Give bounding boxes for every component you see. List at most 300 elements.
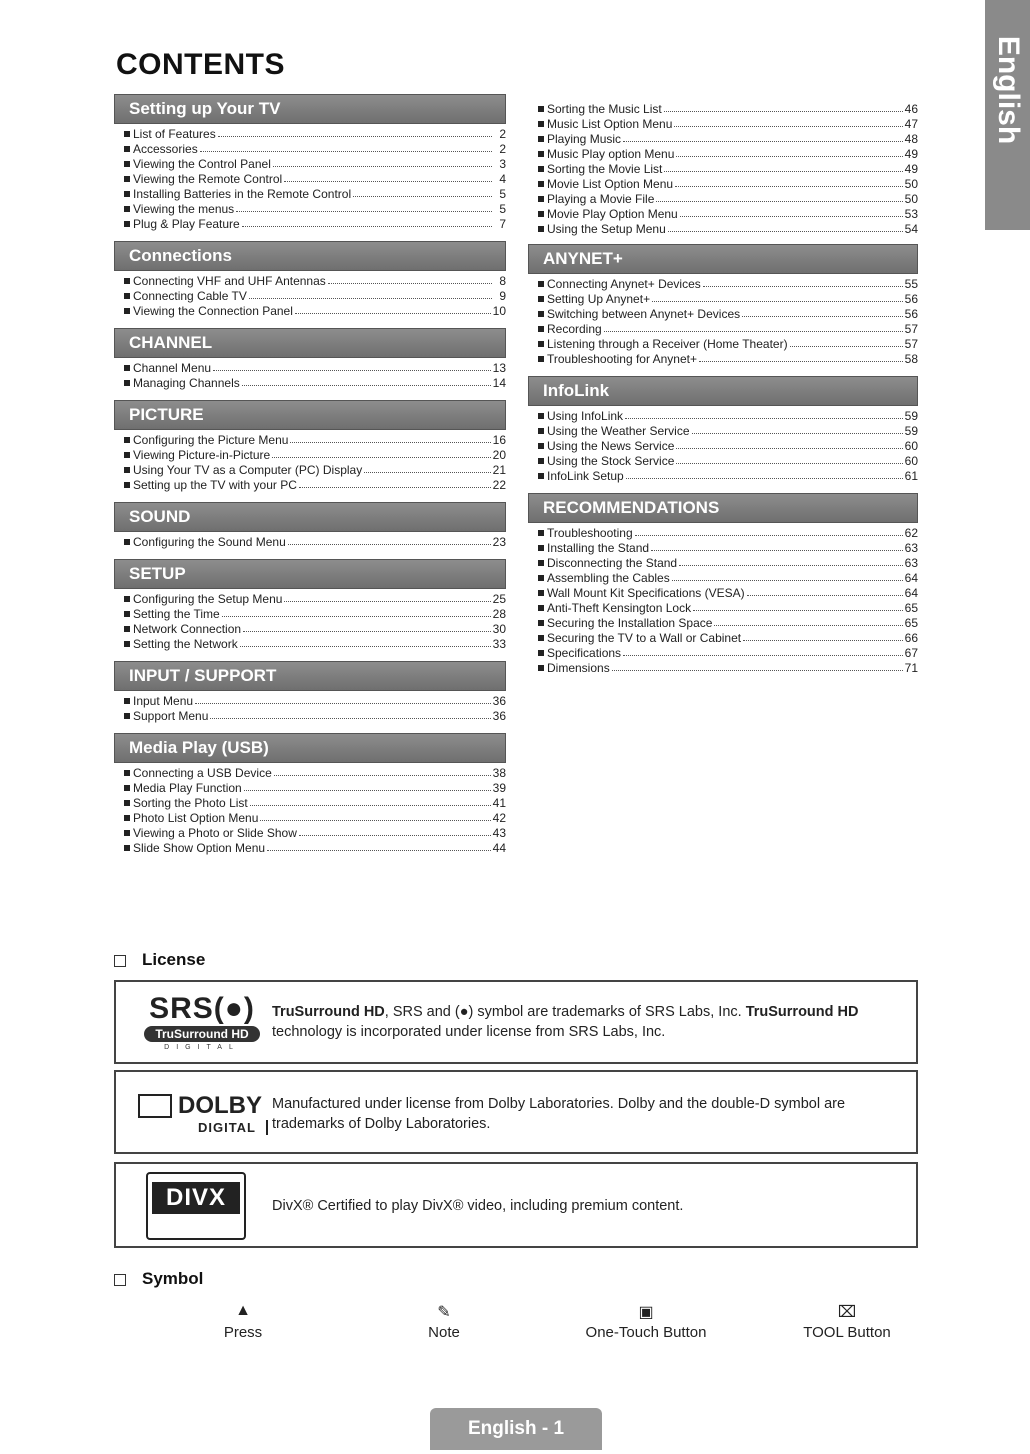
bullet-icon xyxy=(124,380,130,386)
toc-item[interactable] xyxy=(538,615,918,630)
bullet-icon xyxy=(124,437,130,443)
toc-item[interactable] xyxy=(538,116,918,131)
bullet-icon xyxy=(124,845,130,851)
toc-item-label: Network Connection xyxy=(133,622,242,636)
toc-item[interactable] xyxy=(538,206,918,221)
toc-item-page: 10 xyxy=(492,304,506,318)
bullet-icon xyxy=(124,146,130,152)
bullet-icon xyxy=(538,620,544,626)
toc-item-page: 36 xyxy=(492,694,506,708)
dot-leader xyxy=(284,181,492,182)
dot-leader xyxy=(273,166,492,167)
toc-item[interactable] xyxy=(538,423,918,438)
toc-item[interactable] xyxy=(124,273,506,288)
toc-item-label: InfoLink Setup xyxy=(547,469,624,483)
dot-leader xyxy=(790,346,903,347)
bullet-icon xyxy=(124,176,130,182)
toc-item[interactable] xyxy=(124,534,506,549)
toc-item-label: Sorting the Photo List xyxy=(133,796,248,810)
toc-item[interactable] xyxy=(124,126,506,141)
toc-item-page: 16 xyxy=(492,433,506,447)
bullet-icon xyxy=(124,482,130,488)
toc-item-label: Anti-Theft Kensington Lock xyxy=(547,601,692,615)
toc-item[interactable] xyxy=(124,591,506,606)
symbol-heading xyxy=(114,1269,203,1289)
toc-item[interactable] xyxy=(124,840,506,855)
toc-item[interactable] xyxy=(124,462,506,477)
page-footer: English - 1 xyxy=(430,1408,602,1450)
toc-item-page: 41 xyxy=(492,796,506,810)
toc-item[interactable] xyxy=(124,216,506,231)
toc-item-label: Movie Play Option Menu xyxy=(547,207,678,221)
dot-leader xyxy=(364,472,490,473)
bullet-icon xyxy=(124,293,130,299)
section-heading: PICTURE xyxy=(114,400,506,430)
bullet-icon xyxy=(538,181,544,187)
bullet-icon xyxy=(538,605,544,611)
toc-item-label: Music Play option Menu xyxy=(547,147,675,161)
bullet-icon xyxy=(538,166,544,172)
toc-item-page: 71 xyxy=(904,661,918,675)
bullet-icon xyxy=(124,800,130,806)
toc-item-label: Using the Setup Menu xyxy=(547,222,666,236)
toc-item-page: 61 xyxy=(904,469,918,483)
toc-item-page: 56 xyxy=(904,292,918,306)
bullet-icon xyxy=(124,131,130,137)
toc-item-list xyxy=(114,763,506,855)
toc-item[interactable] xyxy=(538,336,918,351)
bullet-icon xyxy=(124,467,130,473)
dot-leader xyxy=(668,231,903,232)
dot-leader xyxy=(244,790,491,791)
toc-item[interactable] xyxy=(124,141,506,156)
dot-leader xyxy=(290,442,490,443)
toc-item[interactable] xyxy=(538,468,918,483)
symbol-tool xyxy=(767,1302,927,1341)
dot-leader xyxy=(222,616,491,617)
toc-item[interactable] xyxy=(124,606,506,621)
symbol-tool-label: TOOL Button xyxy=(803,1324,891,1341)
dot-leader xyxy=(714,625,902,626)
bullet-icon xyxy=(124,626,130,632)
toc-item-label: Sorting the Movie List xyxy=(547,162,663,176)
tool-icon: ⌧ xyxy=(837,1304,857,1321)
toc-item-page: 56 xyxy=(904,307,918,321)
bullet-icon xyxy=(124,452,130,458)
srs-logo-digital: DIGITAL xyxy=(164,1044,240,1051)
dot-leader xyxy=(218,136,492,137)
toc-item-list xyxy=(114,589,506,651)
toc-item-label: Disconnecting the Stand xyxy=(547,556,678,570)
toc-item-label: Slide Show Option Menu xyxy=(133,841,266,855)
toc-item[interactable] xyxy=(538,131,918,146)
dot-leader xyxy=(288,544,491,545)
toc-item[interactable] xyxy=(538,585,918,600)
dot-leader xyxy=(295,313,491,314)
toc-item-page: 3 xyxy=(499,157,506,171)
toc-item[interactable] xyxy=(538,453,918,468)
toc-item-page: 2 xyxy=(499,127,506,141)
toc-item[interactable] xyxy=(124,477,506,492)
section-heading: Setting up Your TV xyxy=(114,94,506,124)
toc-item-label: Installing Batteries in the Remote Control xyxy=(133,187,352,201)
srs-bold-2: TruSurround HD xyxy=(745,1004,859,1020)
toc-item[interactable] xyxy=(538,161,918,176)
toc-item-page: 39 xyxy=(492,781,506,795)
toc-item[interactable] xyxy=(124,288,506,303)
toc-item-page: 22 xyxy=(492,478,506,492)
toc-section-media-play-usb xyxy=(114,733,506,855)
toc-item-label: Securing the TV to a Wall or Cabinet xyxy=(547,631,742,645)
toc-item-label: Music List Option Menu xyxy=(547,117,673,131)
toc-item-page: 67 xyxy=(904,646,918,660)
toc-item-label: Assembling the Cables xyxy=(547,571,670,585)
toc-item-page: 20 xyxy=(492,448,506,462)
dolby-license-text: Manufactured under license from Dolby Laboratories. Dolby and the double-D symbol are trademarks of Dolby Laboratories. xyxy=(272,1096,846,1132)
toc-item-page: 4 xyxy=(499,172,506,186)
dolby-logo-text: DOLBY xyxy=(178,1092,262,1119)
toc-item-list xyxy=(528,523,918,675)
symbol-press xyxy=(163,1302,323,1341)
bullet-icon xyxy=(538,106,544,112)
toc-item-list xyxy=(114,691,506,723)
dot-leader xyxy=(692,433,903,434)
toc-item-label: Plug & Play Feature xyxy=(133,217,240,231)
dot-leader xyxy=(623,655,903,656)
toc-item-label: Accessories xyxy=(133,142,198,156)
toc-item[interactable] xyxy=(538,438,918,453)
toc-item-page: 5 xyxy=(499,202,506,216)
language-tab xyxy=(985,0,1030,230)
divx-license-box xyxy=(114,1162,918,1248)
bullet-icon xyxy=(538,226,544,232)
toc-item-list xyxy=(114,532,506,549)
toc-item-page: 58 xyxy=(904,352,918,366)
toc-item-page: 57 xyxy=(904,337,918,351)
toc-item-label: Viewing the Remote Control xyxy=(133,172,283,186)
toc-item-label: Viewing a Photo or Slide Show xyxy=(133,826,297,840)
bullet-icon xyxy=(538,326,544,332)
bullet-icon xyxy=(538,151,544,157)
checkbox-icon xyxy=(114,955,126,967)
toc-item-label: Photo List Option Menu xyxy=(133,811,259,825)
toc-item[interactable] xyxy=(538,525,918,540)
toc-item[interactable] xyxy=(124,708,506,723)
toc-item[interactable] xyxy=(124,810,506,825)
toc-item-page: 5 xyxy=(499,187,506,201)
toc-item[interactable] xyxy=(538,630,918,645)
toc-section-anynet xyxy=(528,244,918,366)
bullet-icon xyxy=(124,206,130,212)
dot-leader xyxy=(353,196,492,197)
dot-leader xyxy=(626,478,903,479)
toc-item-page: 64 xyxy=(904,586,918,600)
srs-license-text xyxy=(272,1002,858,1042)
toc-item[interactable] xyxy=(538,176,918,191)
bullet-icon xyxy=(538,530,544,536)
toc-item[interactable] xyxy=(538,221,918,236)
toc-item[interactable] xyxy=(124,360,506,375)
dot-leader xyxy=(676,463,902,464)
bullet-icon xyxy=(538,590,544,596)
toc-item-list xyxy=(114,124,506,231)
toc-item-label: Switching between Anynet+ Devices xyxy=(547,307,741,321)
toc-item-page: 2 xyxy=(499,142,506,156)
bullet-icon xyxy=(124,365,130,371)
dot-leader xyxy=(242,226,492,227)
dot-leader xyxy=(676,448,902,449)
dot-leader xyxy=(652,301,903,302)
bullet-icon xyxy=(124,596,130,602)
dot-leader xyxy=(242,385,491,386)
toc-item-page: 21 xyxy=(492,463,506,477)
toc-item[interactable] xyxy=(124,186,506,201)
dot-leader xyxy=(213,370,491,371)
dolby-license-box xyxy=(114,1070,918,1154)
srs-logo xyxy=(144,994,260,1051)
bullet-icon xyxy=(124,785,130,791)
bullet-icon xyxy=(538,560,544,566)
bullet-icon xyxy=(538,650,544,656)
toc-item[interactable] xyxy=(124,303,506,318)
toc-item-page: 7 xyxy=(499,217,506,231)
toc-item[interactable] xyxy=(124,795,506,810)
dot-leader xyxy=(680,216,903,217)
toc-item[interactable] xyxy=(538,408,918,423)
toc-item[interactable] xyxy=(124,636,506,651)
bullet-icon xyxy=(538,635,544,641)
license-heading xyxy=(114,950,205,970)
toc-item[interactable] xyxy=(538,291,918,306)
srs-logo-pill: TruSurround HD xyxy=(144,1026,260,1042)
bullet-icon xyxy=(538,311,544,317)
toc-item-page: 33 xyxy=(492,637,506,651)
toc-item-page: 65 xyxy=(904,601,918,615)
dot-leader xyxy=(236,211,492,212)
section-heading: CHANNEL xyxy=(114,328,506,358)
dot-leader xyxy=(267,850,491,851)
dot-leader xyxy=(200,151,492,152)
toc-item-page: 59 xyxy=(904,424,918,438)
toc-item-label: Media Play Function xyxy=(133,781,242,795)
bullet-icon xyxy=(124,161,130,167)
toc-item[interactable] xyxy=(538,306,918,321)
toc-item-label: Using InfoLink xyxy=(547,409,624,423)
toc-item-label: Using the News Service xyxy=(547,439,675,453)
toc-item-page: 43 xyxy=(492,826,506,840)
dot-leader xyxy=(664,171,902,172)
dot-leader xyxy=(635,535,903,536)
toc-item-label: Securing the Installation Space xyxy=(547,616,713,630)
dot-leader xyxy=(674,126,902,127)
toc-item-page: 49 xyxy=(904,162,918,176)
toc-item-page: 57 xyxy=(904,322,918,336)
toc-item[interactable] xyxy=(124,432,506,447)
srs-text-1: , SRS and (●) symbol are trademarks of SRS Labs, Inc. xyxy=(384,1004,746,1020)
bullet-icon xyxy=(538,196,544,202)
dot-leader xyxy=(672,580,903,581)
toc-item-page: 44 xyxy=(492,841,506,855)
toc-item-label: Viewing Picture-in-Picture xyxy=(133,448,271,462)
page-title: CONTENTS xyxy=(116,48,285,81)
toc-item-label: Listening through a Receiver (Home Theater) xyxy=(547,337,788,351)
toc-item-page: 48 xyxy=(904,132,918,146)
bullet-icon xyxy=(538,356,544,362)
section-heading: InfoLink xyxy=(528,376,918,406)
toc-item-label: Troubleshooting for Anynet+ xyxy=(547,352,697,366)
dot-leader xyxy=(656,201,902,202)
dot-leader xyxy=(260,820,490,821)
divx-logo-text: DIVX xyxy=(152,1182,240,1214)
dot-leader xyxy=(249,298,492,299)
toc-item-label: Configuring the Picture Menu xyxy=(133,433,289,447)
toc-item-page: 60 xyxy=(904,454,918,468)
toc-item[interactable] xyxy=(124,780,506,795)
toc-item-page: 55 xyxy=(904,277,918,291)
bullet-icon xyxy=(124,278,130,284)
toc-item-label: Connecting VHF and UHF Antennas xyxy=(133,274,326,288)
dot-leader xyxy=(284,601,490,602)
srs-text-2: technology is incorporated under license from SRS Labs, Inc. xyxy=(272,1024,666,1040)
bullet-icon xyxy=(538,341,544,347)
license-heading-text: License xyxy=(142,950,206,969)
toc-item-label: Recording xyxy=(547,322,602,336)
toc-item-label: Input Menu xyxy=(133,694,194,708)
toc-item-page: 28 xyxy=(492,607,506,621)
srs-logo-text: SRS(●) xyxy=(149,992,255,1025)
dot-leader xyxy=(243,631,491,632)
toc-item-label: Viewing the menus xyxy=(133,202,235,216)
toc-item[interactable] xyxy=(538,570,918,585)
dot-leader xyxy=(604,331,903,332)
toc-section-continued xyxy=(528,99,918,236)
toc-item-label: List of Features xyxy=(133,127,216,141)
dot-leader xyxy=(612,670,903,671)
toc-item-page: 8 xyxy=(499,274,506,288)
section-heading: ANYNET+ xyxy=(528,244,918,274)
toc-item-label: Connecting a USB Device xyxy=(133,766,272,780)
symbol-one-touch-label: One-Touch Button xyxy=(585,1324,707,1341)
toc-item[interactable] xyxy=(124,171,506,186)
toc-section-sound xyxy=(114,502,506,549)
toc-item[interactable] xyxy=(124,693,506,708)
toc-item-page: 63 xyxy=(904,556,918,570)
toc-item[interactable] xyxy=(538,555,918,570)
bullet-icon xyxy=(124,539,130,545)
toc-item-page: 54 xyxy=(904,222,918,236)
toc-item-page: 59 xyxy=(904,409,918,423)
toc-section-recommendations xyxy=(528,493,918,675)
toc-item-page: 50 xyxy=(904,192,918,206)
toc-item-list xyxy=(528,406,918,483)
dolby-logo-digital: DIGITAL xyxy=(138,1120,268,1135)
toc-item-label: Setting the Time xyxy=(133,607,220,621)
toc-item[interactable] xyxy=(538,321,918,336)
toc-item[interactable] xyxy=(538,600,918,615)
bullet-icon xyxy=(538,413,544,419)
dot-leader xyxy=(693,610,903,611)
toc-item[interactable] xyxy=(124,375,506,390)
toc-item-list xyxy=(114,358,506,390)
toc-item[interactable] xyxy=(124,765,506,780)
bullet-icon xyxy=(538,136,544,142)
toc-right-column xyxy=(528,99,918,675)
toc-item-page: 62 xyxy=(904,526,918,540)
toc-item[interactable] xyxy=(538,101,918,116)
symbol-one-touch xyxy=(566,1302,726,1341)
bullet-icon xyxy=(538,665,544,671)
toc-item[interactable] xyxy=(538,645,918,660)
toc-item[interactable] xyxy=(538,660,918,675)
toc-item[interactable] xyxy=(538,276,918,291)
bullet-icon xyxy=(124,191,130,197)
bullet-icon xyxy=(124,713,130,719)
bullet-icon xyxy=(538,473,544,479)
toc-item-label: Installing the Stand xyxy=(547,541,650,555)
bullet-icon xyxy=(538,121,544,127)
dot-leader xyxy=(272,457,490,458)
toc-item[interactable] xyxy=(124,825,506,840)
toc-item-label: Setting the Network xyxy=(133,637,238,651)
toc-item-page: 38 xyxy=(492,766,506,780)
dot-leader xyxy=(651,550,903,551)
toc-item-list xyxy=(114,271,506,318)
dot-leader xyxy=(703,286,903,287)
toc-item[interactable] xyxy=(124,201,506,216)
dot-leader xyxy=(675,186,903,187)
note-icon: ✎ xyxy=(437,1304,451,1321)
bullet-icon xyxy=(538,545,544,551)
checkbox-icon xyxy=(114,1274,126,1286)
toc-item-label: Connecting Cable TV xyxy=(133,289,247,303)
toc-item-label: Configuring the Sound Menu xyxy=(133,535,286,549)
bullet-icon xyxy=(124,815,130,821)
toc-item-page: 46 xyxy=(904,102,918,116)
toc-item-list xyxy=(114,430,506,492)
toc-item-page: 9 xyxy=(499,289,506,303)
toc-item[interactable] xyxy=(124,621,506,636)
toc-item-label: Using Your TV as a Computer (PC) Display xyxy=(133,463,363,477)
toc-item-label: Configuring the Setup Menu xyxy=(133,592,283,606)
toc-item-page: 42 xyxy=(492,811,506,825)
toc-item[interactable] xyxy=(538,540,918,555)
dot-leader xyxy=(274,775,491,776)
section-heading: Connections xyxy=(114,241,506,271)
one-touch-icon: ▣ xyxy=(638,1304,654,1321)
toc-item[interactable] xyxy=(124,447,506,462)
dot-leader xyxy=(250,805,491,806)
toc-item-label: Troubleshooting xyxy=(547,526,633,540)
toc-section-input-support xyxy=(114,661,506,723)
toc-item-page: 64 xyxy=(904,571,918,585)
toc-section-setting-up-your-tv xyxy=(114,94,506,231)
section-heading: RECOMMENDATIONS xyxy=(528,493,918,523)
toc-item[interactable] xyxy=(538,146,918,161)
dot-leader xyxy=(210,718,490,719)
toc-item[interactable] xyxy=(538,351,918,366)
dot-leader xyxy=(679,565,903,566)
toc-item-page: 50 xyxy=(904,177,918,191)
toc-item[interactable] xyxy=(538,191,918,206)
dot-leader xyxy=(743,640,903,641)
toc-item-label: Wall Mount Kit Specifications (VESA) xyxy=(547,586,745,600)
divx-logo xyxy=(146,1172,246,1240)
toc-item-label: Dimensions xyxy=(547,661,610,675)
toc-item-page: 23 xyxy=(492,535,506,549)
toc-item[interactable] xyxy=(124,156,506,171)
bullet-icon xyxy=(124,308,130,314)
toc-item-label: Setting up the TV with your PC xyxy=(133,478,297,492)
